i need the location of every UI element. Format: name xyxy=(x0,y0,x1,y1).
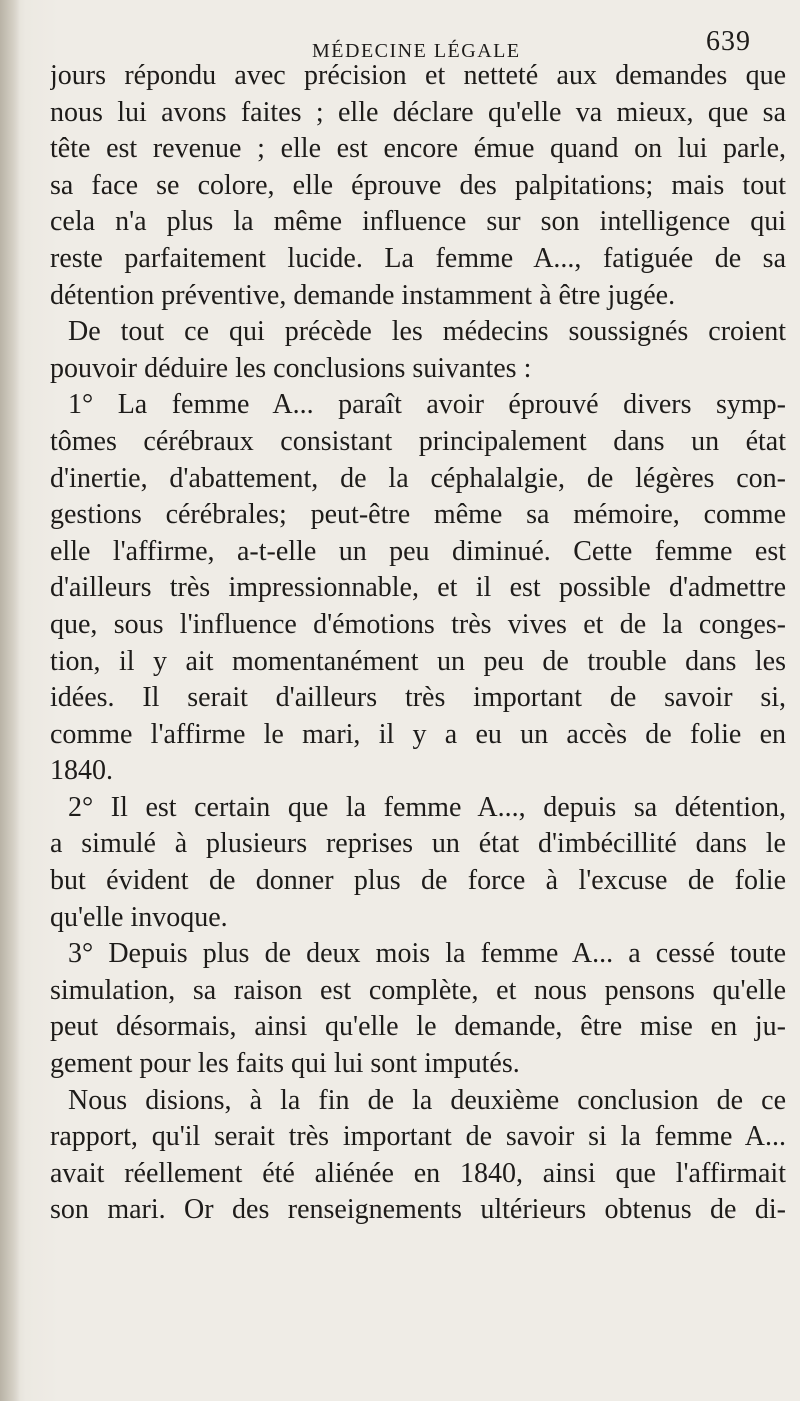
text-line: simulation, sa raison est complète, et nous pensons qu'elle xyxy=(50,974,786,1006)
text-line: d'inertie, d'abattement, de la céphalalgie, de légères con- xyxy=(50,462,786,494)
text-line: but évident de donner plus de force à l'excuse de folie xyxy=(50,865,786,897)
text-line: 3° Depuis plus de deux mois la femme A... a cessé toute xyxy=(68,938,786,970)
running-head: MÉDECINE LÉGALE xyxy=(312,40,521,62)
text-line: nous lui avons faites ; elle déclare qu'elle va mieux, que sa xyxy=(50,96,786,128)
text-line: gestions cérébrales; peut-être même sa mémoire, comme xyxy=(50,499,786,531)
text-line: son mari. Or des renseignements ultérieurs obtenus de di- xyxy=(50,1194,786,1226)
page-spine-shadow xyxy=(0,0,20,1401)
text-line: tête est revenue ; elle est encore émue quand on lui parle, xyxy=(50,133,786,165)
text-line: avait réellement été aliénée en 1840, ainsi que l'affirmait xyxy=(50,1157,786,1189)
text-line: idées. Il serait d'ailleurs très important de savoir si, xyxy=(50,682,786,714)
text-line: 1840. xyxy=(50,755,113,787)
text-line: De tout ce qui précède les médecins soussignés croient xyxy=(68,316,786,348)
text-line: rapport, qu'il serait très important de savoir si la femme A... xyxy=(50,1121,786,1153)
text-line: sa face se colore, elle éprouve des palpitations; mais tout xyxy=(50,169,786,201)
text-line: comme l'affirme le mari, il y a eu un accès de folie en xyxy=(50,718,786,750)
text-line: a simulé à plusieurs reprises un état d'imbécillité dans le xyxy=(50,828,786,860)
text-line: reste parfaitement lucide. La femme A..., fatiguée de sa xyxy=(50,242,786,274)
text-line: elle l'affirme, a-t-elle un peu diminué. Cette femme est xyxy=(50,535,786,567)
text-line: qu'elle invoque. xyxy=(50,901,228,933)
text-line: tion, il y ait momentanément un peu de trouble dans les xyxy=(50,645,786,677)
text-line: tômes cérébraux consistant principalement dans un état xyxy=(50,425,786,457)
body-text xyxy=(50,58,786,1229)
text-line: cela n'a plus la même influence sur son intelligence qui xyxy=(50,206,786,238)
text-line: détention préventive, demande instamment à être jugée. xyxy=(50,279,676,311)
page-number: 639 xyxy=(706,26,751,57)
text-line: 1° La femme A... paraît avoir éprouvé divers symp- xyxy=(68,389,786,421)
text-line: que, sous l'influence d'émotions très vives et de la conges- xyxy=(50,608,786,640)
text-line: 2° Il est certain que la femme A..., depuis sa détention, xyxy=(68,791,786,823)
text-line: pouvoir déduire les conclusions suivantes : xyxy=(50,352,532,384)
text-line: gement pour les faits qui lui sont imputés. xyxy=(50,1048,520,1080)
text-line: Nous disions, à la fin de la deuxième conclusion de ce xyxy=(68,1084,786,1116)
text-line: d'ailleurs très impressionnable, et il est possible d'admettre xyxy=(50,572,786,604)
text-line: peut désormais, ainsi qu'elle le demande, être mise en ju- xyxy=(50,1011,786,1043)
text-line: jours répondu avec précision et netteté aux demandes que xyxy=(50,60,786,91)
